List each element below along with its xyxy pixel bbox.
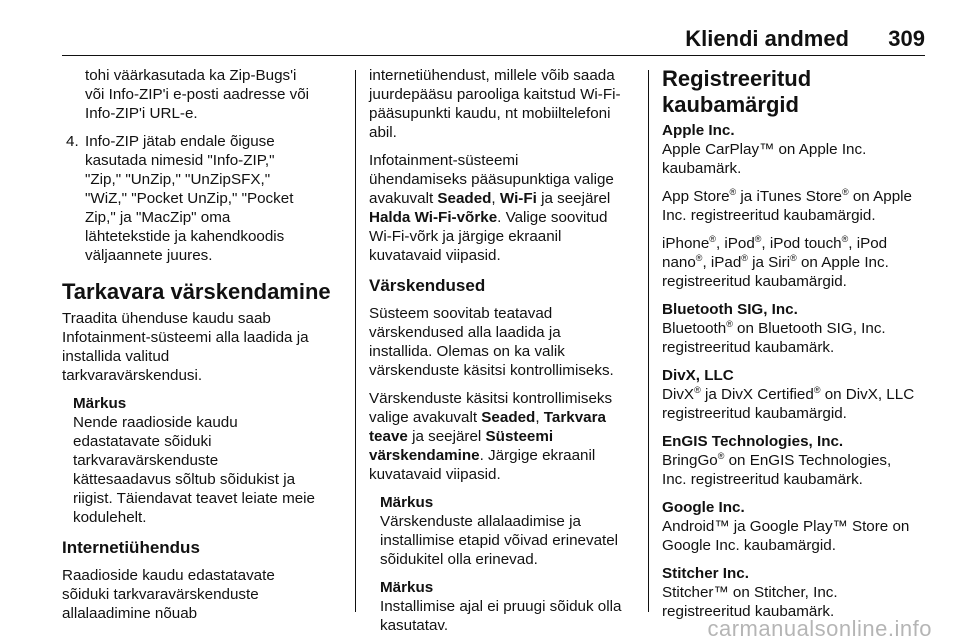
list-item-continued: tohi väärkasutada ka Zip-Bugs'i või Info-ZIP'i e-posti aadresse või Info-ZIP'i URL-e.	[85, 67, 310, 122]
menu-ref-seaded: Seaded	[437, 190, 492, 207]
heading-internet-connection: Internetiühendus	[62, 538, 200, 557]
menu-ref-manage-wifi: Halda Wi-Fi-võrke	[369, 209, 498, 226]
watermark: carmanualsonline.info	[707, 616, 932, 641]
page-header	[62, 26, 925, 56]
paragraph-app-store: App Store® ja iTunes Store® on Apple Inc. registreeritud kaubamärgid.	[662, 187, 912, 224]
paragraph-bluetooth: Bluetooth® on Bluetooth SIG, Inc. registreeritud kaubamärk.	[662, 319, 886, 356]
paragraph-ota: Traadita ühenduse kaudu saab Infotainment-süsteemi alla laadida ja installida valitud tarkvaravärskendusi.	[62, 310, 309, 384]
registered-mark: ®	[842, 187, 849, 197]
paragraph-updates: Süsteem soovitab teatavad värskendused alla laadida ja installida. Olemas on ka valik värskenduste käsitsi kontrollimiseks.	[369, 305, 614, 379]
heading-software-update: Tarkavara värskendamine	[62, 279, 331, 304]
paragraph-manual-check: Värskenduste käsitsi kontrollimiseks valige avakuvalt Seaded, Tarkvara teave ja seejärel Süsteemi värskendamine. Järgige ekraanil kuvatavaid viipasid.	[369, 390, 613, 483]
org-divx: DivX, LLC	[662, 367, 734, 384]
org-stitcher: Stitcher Inc.	[662, 565, 749, 582]
paragraph-stitcher: Stitcher™ on Stitcher, Inc. registreeritud kaubamärk.	[662, 584, 838, 620]
menu-ref-system-update: Süsteemi	[485, 428, 554, 445]
note-title: Märkus	[73, 395, 127, 412]
menu-ref-seaded: Seaded	[481, 409, 536, 426]
menu-ref-software-info: Tarkvara	[543, 409, 606, 426]
header-rule	[62, 55, 925, 56]
paragraph-apple-devices: iPhone®, iPod®, iPod touch®, iPod nano®, iPad® ja Siri® on Apple Inc. registreeritud kaubamärgid.	[662, 234, 889, 290]
list-number: 4.	[66, 133, 79, 150]
column-divider-2	[648, 70, 649, 612]
column-2	[369, 66, 639, 644]
heading-updates: Värskendused	[369, 276, 486, 295]
note-title: Märkus	[380, 494, 434, 511]
org-bluetooth: Bluetooth SIG, Inc.	[662, 301, 798, 318]
note-vehicle-unusable: Märkus Installimise ajal ei pruugi sõiduk olla kasutatav.	[369, 578, 639, 635]
note-title: Märkus	[380, 579, 434, 596]
paragraph-carplay: Apple CarPlay™ on Apple Inc. kaubamärk.	[662, 141, 867, 177]
paragraph-wifi-connect: Infotainment-süsteemi ühendamiseks pääsupunktiga valige avakuvalt Seaded, Wi-Fi ja seejärel Halda Wi-Fi-võrke. Valige soovitud Wi-Fi-võrk ja järgige ekraanil kuvatavaid viipasid.	[369, 152, 614, 264]
note-install-steps: Märkus Värskenduste allalaadimise ja installimise etapid võivad erinevatel sõidukitel olla erinevad.	[369, 493, 639, 569]
heading-trademarks: Registreeritud kaubamärgid	[662, 66, 812, 117]
paragraph-wifi-access: internetiühendust, millele võib saada juurdepääsu parooliga kaitstud Wi-Fi- pääsupunkti kaudu, nt mobiiltelefoni abil.	[369, 67, 621, 141]
registered-mark: ®	[729, 187, 737, 197]
org-apple: Apple Inc.	[662, 122, 735, 139]
paragraph-bringgo: BringGo® on EnGIS Technologies, Inc. registreeritud kaubamärk.	[662, 451, 892, 488]
paragraph-google: Android™ ja Google Play™ Store on Google Inc. kaubamärgid.	[662, 518, 910, 554]
note-availability: Märkus Nende raadioside kaudu edastatavate sõiduki tarkvaravärskenduste kättesaadavus sõltub sõidukist ja riigist. Täiendavat teavet leiate meie kodulehelt.	[62, 394, 347, 527]
paragraph-internet: Raadioside kaudu edastatavate sõiduki tarkvaravärskenduste allalaadimine nõuab	[62, 567, 275, 622]
column-3	[662, 66, 932, 621]
list-item-4: 4. Info-ZIP jätab endale õiguse kasutada nimesid "Info-ZIP," "Zip," "UnZip," "UnZipSFX," "WiZ," "Pocket UnZip," "Pocket Zip," ja "MacZip" oma lähtetekstide ja kahendkoodis väljaannete juures.	[66, 133, 294, 264]
column-divider-1	[355, 70, 356, 612]
org-google: Google Inc.	[662, 499, 745, 516]
section-title: Kliendi andmed	[685, 26, 849, 51]
page-number: 309	[888, 26, 925, 51]
org-engis: EnGIS Technologies, Inc.	[662, 433, 844, 450]
paragraph-divx: DivX® ja DivX Certified® on DivX, LLC registreeritud kaubamärgid.	[662, 385, 915, 422]
menu-ref-wifi: Wi-Fi	[499, 190, 537, 207]
column-1	[62, 66, 347, 623]
